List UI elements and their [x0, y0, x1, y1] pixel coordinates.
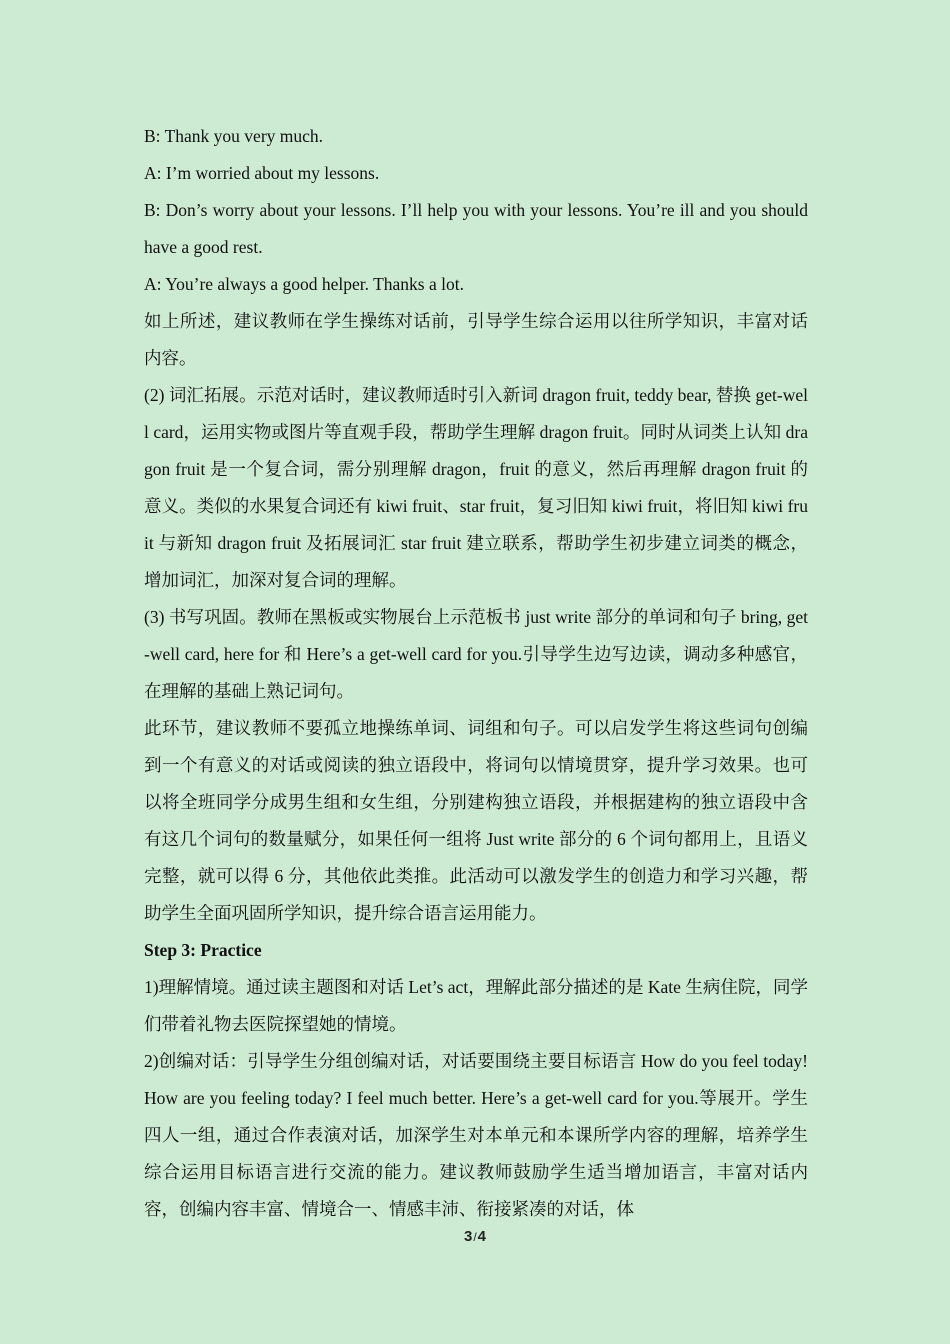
paragraph: B: Thank you very much.	[144, 126, 324, 146]
document-body	[144, 118, 808, 1228]
paragraph: 2)创编对话：引导学生分组创编对话，对话要围绕主要目标语言 How do you feel today! How are you feeling today? I feel much better. Here’s a get-well card for you.等展开。学生四人一组，通过合作表演对话，加深学生对本单元和本课所学内容的理解，培养学生综合运用目标语言进行交流的能力。建议教师鼓励学生适当增加语言，丰富对话内容，创编内容丰富、情境合一、情感丰沛、衔接紧凑的对话，体	[144, 1051, 808, 1219]
page-number-separator: /	[473, 1230, 477, 1244]
paragraph: A: You’re always a good helper. Thanks a lot.	[144, 274, 464, 294]
paragraph: 此环节，建议教师不要孤立地操练单词、词组和句子。可以启发学生将这些词句创编到一个有意义的对话或阅读的独立语段中，将词句以情境贯穿，提升学习效果。也可以将全班同学分成男生组和女生组，分别建构独立语段，并根据建构的独立语段中含有这几个词句的数量赋分，如果任何一组将 Just write 部分的 6 个词句都用上，且语义完整，就可以得 6 分，其他依此类推。此活动可以激发学生的创造力和学习兴趣，帮助学生全面巩固所学知识，提升综合语言运用能力。	[144, 718, 808, 923]
paragraph: B: Don’s worry about your lessons. I’ll help you with your lessons. You’re ill and you should have a good rest.	[144, 200, 808, 257]
current-page-number: 3	[463, 1228, 473, 1245]
paragraph: A: I’m worried about my lessons.	[144, 163, 380, 183]
paragraph: (2) 词汇拓展。示范对话时，建议教师适时引入新词 dragon fruit, teddy bear, 替换 get-well card，运用实物或图片等直观手段，帮助学生理解 dragon fruit。同时从词类上认知 dragon fruit 是一个复合词，需分别理解 dragon，fruit 的意义，然后再理解 dragon fruit 的意义。类似的水果复合词还有 kiwi fruit、star fruit，复习旧知 kiwi fruit，将旧知 kiwi fruit 与新知 dragon fruit 及拓展词汇 star fruit 建立联系，帮助学生初步建立词类的概念，增加词汇，加深对复合词的理解。	[144, 385, 808, 590]
paragraph: 如上所述，建议教师在学生操练对话前，引导学生综合运用以往所学知识，丰富对话内容。	[144, 311, 808, 368]
page-number	[0, 1228, 950, 1245]
paragraph: (3) 书写巩固。教师在黑板或实物展台上示范板书 just write 部分的单词和句子 bring, get-well card, here for 和 Here’s a get-well card for you.引导学生边写边读，调动多种感官，在理解的基础上熟记词句。	[144, 607, 808, 701]
total-pages-number: 4	[477, 1228, 487, 1245]
paragraph: 1)理解情境。通过读主题图和对话 Let’s act，理解此部分描述的是 Kate 生病住院，同学们带着礼物去医院探望她的情境。	[144, 977, 808, 1034]
section-heading: Step 3: Practice	[144, 940, 262, 960]
